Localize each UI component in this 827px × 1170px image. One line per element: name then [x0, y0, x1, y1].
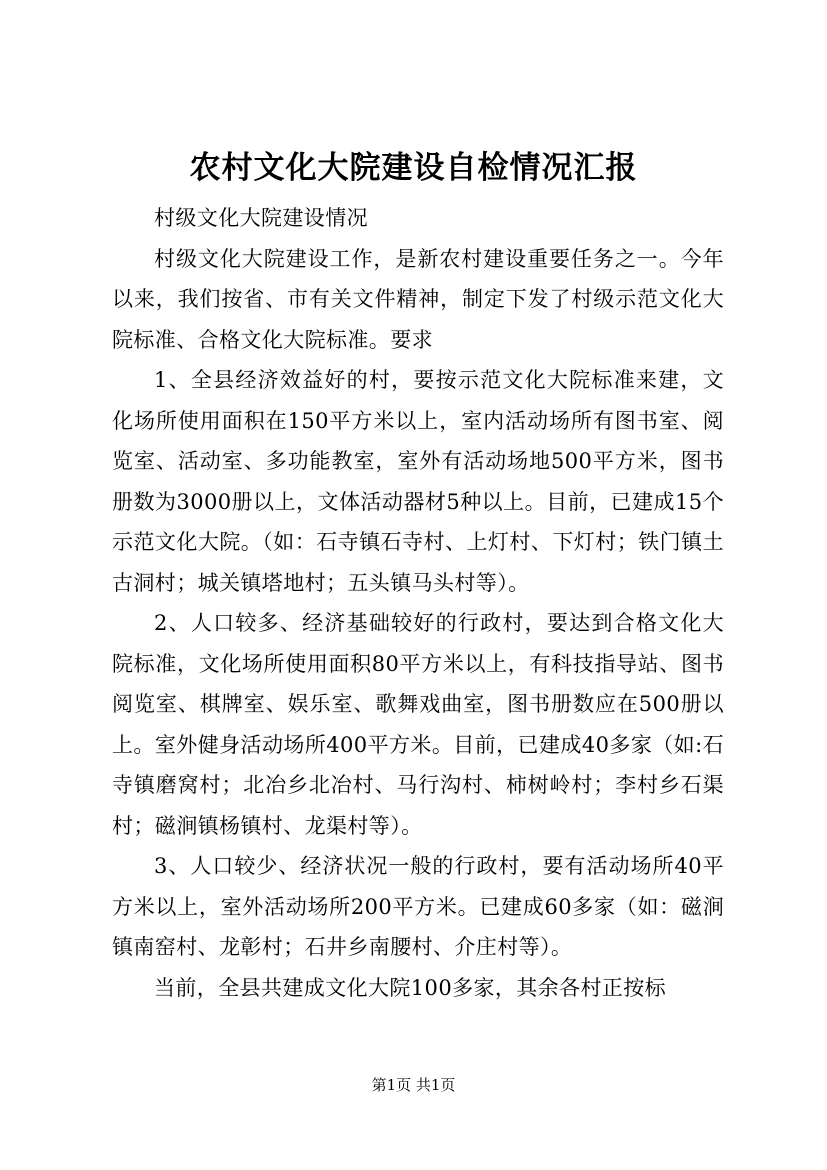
page-footer: 第1页 共1页: [371, 1076, 456, 1094]
paragraph-item-1: 1、全县经济效益好的村，要按示范文化大院标准来建，文化场所使用面积在150平方米以上，室内活动场所有图书室、阅览室、活动室、多功能教室，室外有活动场地500平方米，图书册数为3000册以上，文体活动器材5种以上。目前，已建成15个示范文化大院。（如：石寺镇石寺村、上灯村、下灯村；铁门镇土古洞村；城关镇塔地村；五头镇马头村等）。: [112, 368, 724, 595]
paragraph-current-status: 当前，全县共建成文化大院100多家，其余各村正按标: [154, 975, 667, 1000]
document-title: 农村文化大院建设自检情况汇报: [189, 150, 638, 186]
paragraph-section-heading: 村级文化大院建设情况: [154, 206, 368, 230]
paragraph-item-3: 3、人口较少、经济状况一般的行政村，要有活动场所40平方米以上，室外活动场所200平方米。已建成60多家（如：磁涧镇南窑村、龙彰村；石井乡南腰村、介庄村等）。: [112, 854, 724, 959]
paragraph-intro: 村级文化大院建设工作，是新农村建设重要任务之一。今年以来，我们按省、市有关文件精神，制定下发了村级示范文化大院标准、合格文化大院标准。要求: [112, 246, 724, 352]
document-body: [112, 198, 724, 1008]
paragraph-item-2: 2、人口较多、经济基础较好的行政村，要达到合格文化大院标准，文化场所使用面积80平方米以上，有科技指导站、图书阅览室、棋牌室、娱乐室、歌舞戏曲室，图书册数应在500册以上。室外健身活动场所400平方米。目前，已建成40多家（如:石寺镇磨窝村；北冶乡北冶村、马行沟村、柿树岭村；李村乡石渠村；磁涧镇杨镇村、龙渠村等）。: [112, 611, 724, 838]
